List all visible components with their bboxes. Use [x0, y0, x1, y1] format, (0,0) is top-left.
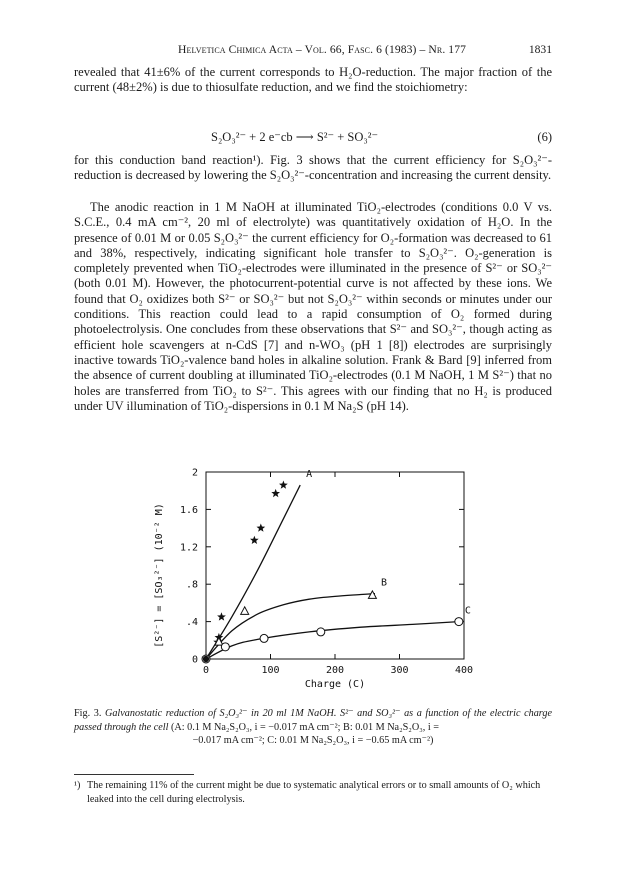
footnote-rule: [74, 774, 194, 775]
paragraph-1: revealed that 41±6% of the current corresponds to H₂O-reduction. The major fraction of the current (48±2%) is due to thiosulfate reduction, and we find the stoichiometry:: [74, 65, 552, 95]
x-tick-label: 400: [454, 665, 474, 676]
caption-conditions: (A: 0.1 M Na₂S₂O₃, i = −0.017 mA cm⁻²; B: 0.01 M Na₂S₂O₃, i =: [170, 721, 439, 733]
y-tick-label: 1.2: [179, 542, 198, 554]
series-C-point: [221, 643, 229, 651]
series-B-point: [368, 591, 376, 599]
series-B-point: [241, 607, 249, 615]
series-A-point: [279, 481, 288, 489]
x-tick-label: 100: [261, 665, 280, 676]
series-B-label: B: [380, 577, 388, 589]
origin-point: [203, 656, 209, 662]
equation-6: [74, 128, 552, 146]
caption-last-line: −0.017 mA cm⁻²; C: 0.01 M Na₂S₂O₃, i = −0.65 mA cm⁻²): [192, 735, 434, 746]
paragraph-2: for this conduction band reaction¹). Fig. 3 shows that the current efficiency for S₂O₃²⁻-reduction is decreased by lowering the S₂O₃²⁻-concentration and increasing the current density.: [74, 153, 552, 183]
series-C-curve: [206, 622, 459, 659]
y-tick-label: 2: [191, 467, 198, 479]
series-A-curve: [206, 485, 300, 659]
footnote-mark: ¹): [74, 780, 81, 791]
figure-3: [140, 462, 474, 692]
footnote: [74, 779, 552, 806]
series-C-point: [260, 634, 268, 642]
y-tick-label: .4: [185, 617, 198, 629]
figure-caption: [74, 707, 552, 748]
series-C-label: C: [464, 605, 471, 617]
running-header: [74, 42, 552, 58]
series-A-point: [217, 612, 226, 620]
series-A-label: A: [306, 469, 313, 481]
series-A-point: [257, 524, 266, 532]
series-C-point: [317, 628, 325, 636]
journal-title: Helvetica Chimica Acta – Vol. 66, Fasc. 6 (1983) – Nr. 177: [178, 43, 467, 56]
equation-number: (6): [537, 130, 552, 144]
caption-italic-text: Galvanostatic reduction of S₂O₃²⁻ in 20 ml 1M NaOH. S²⁻ and SO₃²⁻ as a function of the electric charge passed through the cell: [74, 708, 552, 733]
x-tick-label: 0: [202, 665, 210, 676]
series-B-curve: [206, 594, 375, 659]
x-tick-label: 300: [390, 665, 409, 676]
footnote-text: The remaining 11% of the current might be due to systematic analytical errors or to small amounts of O₂ which leaked into the cell during electrolysis.: [87, 780, 541, 805]
page-number: 1831: [528, 43, 552, 56]
y-axis-label: [S²⁻] = [SO₃²⁻] (10⁻² M): [154, 503, 165, 648]
y-tick-label: 1.6: [179, 504, 198, 516]
chart: [140, 462, 474, 692]
x-axis-label: Charge (C): [304, 679, 366, 690]
paragraph-3: The anodic reaction in 1 M NaOH at illuminated TiO₂-electrodes (conditions 0.0 V vs. S.C.E., 0.4 mA cm⁻², 20 ml of electrolyte) was quantitatively oxidation of H₂O. In the presence of 0.01 M or 0.05 S₂O₃²⁻ the current efficiency for O₂-formation was decreased to 61 and 38%, respectively, indicating significant hole transfer to S₂O₃²⁻. O₂-generation is completely prevented when TiO₂-electrodes were illuminated in the presence of S²⁻ or SO₃²⁻ (both 0.01 M). However, the photocurrent-potential curve is not affected by these ions. We found that O₂ oxidizes both S²⁻ or SO₃²⁻ but not S₂O₃²⁻ within seconds or minutes under our conditions. This reaction could lead to a rapid consumption of O₂ formed during photoelectrolysis. One concludes from these observations that S²⁻ and SO₃²⁻, though acting as efficient hole scavengers at n-CdS [7] and n-WO₃ (pH 1 [8]) electrodes are surprisingly inactive towards TiO₂-valence band holes in alkaline solution. Frank & Bard [9] inferred from the absence of current doubling at illuminated TiO₂-electrodes (0.1 M NaOH, 1 M S²⁻) that no holes are transferred from TiO₂ to S²⁻. This agrees with our finding that no H₂ is produced under UV illumination of TiO₂-dispersions in 0.1 M Na₂S (pH 14).: [74, 200, 552, 413]
series-A-point: [250, 536, 259, 544]
y-tick-label: 0: [191, 654, 198, 666]
x-tick-label: 200: [325, 665, 345, 676]
plot-frame: [206, 472, 464, 659]
caption-label: Fig. 3.: [74, 708, 102, 719]
y-tick-label: .8: [185, 579, 198, 591]
series-C-point: [455, 618, 463, 626]
series-A-point: [271, 489, 280, 497]
equation-body: S₂O₃²⁻ + 2 e⁻cb ⟶ S²⁻ + SO₃²⁻: [211, 130, 379, 144]
